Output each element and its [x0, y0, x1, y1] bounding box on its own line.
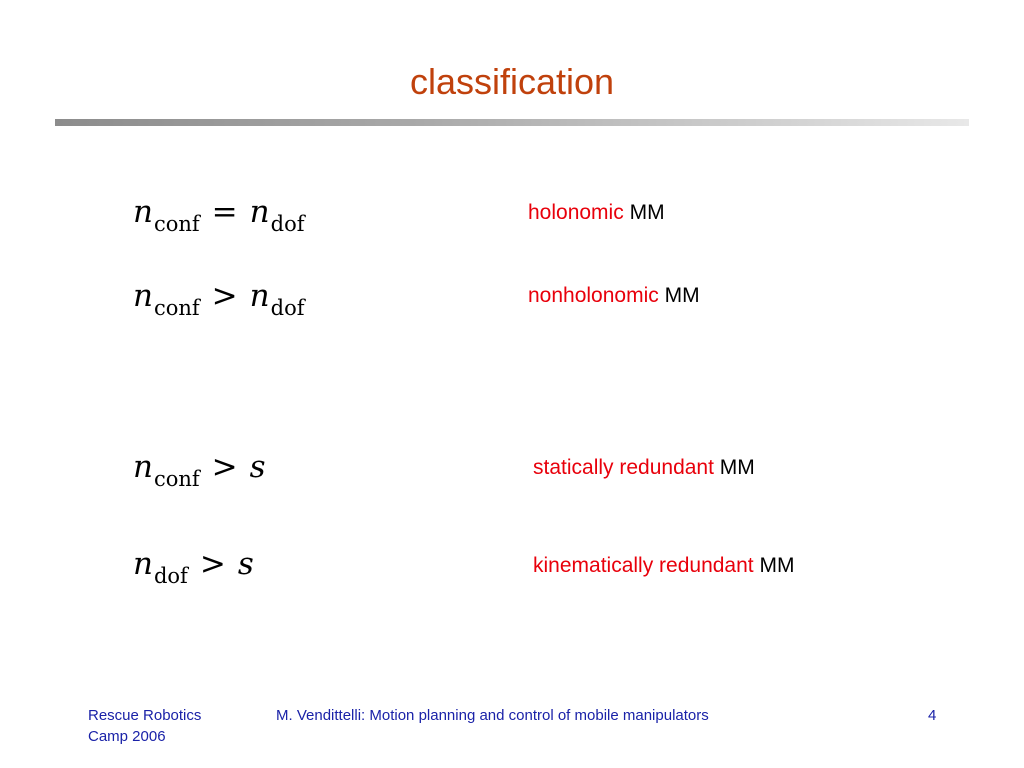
- formula-rhs-var: n: [249, 278, 270, 314]
- footer-left-line2: Camp 2006: [88, 728, 166, 745]
- page-number: 4: [928, 707, 937, 724]
- formula-lhs-var: n: [133, 194, 153, 230]
- label-suffix: MM: [759, 554, 795, 577]
- label-term: nonholonomic: [528, 284, 659, 307]
- formula-lhs-var: n: [133, 278, 153, 314]
- formula-lhs-subscript: conf: [153, 212, 200, 236]
- formula-lhs-subscript: conf: [153, 296, 200, 320]
- formula-rhs-var: s: [237, 546, 254, 582]
- label-term: holonomic: [528, 201, 624, 224]
- formula-rhs-var: n: [249, 194, 270, 230]
- label-term: statically redundant: [533, 456, 714, 479]
- footer-left: [88, 705, 201, 747]
- label-term: kinematically redundant: [533, 554, 754, 577]
- slide-title: classification: [409, 61, 615, 102]
- footer-left-line1: Rescue Robotics: [88, 707, 202, 724]
- formula-kinematically-redundant: [133, 544, 254, 587]
- label-kinematically-redundant: [533, 552, 794, 580]
- formula-holonomic: [133, 192, 304, 235]
- formula-lhs-subscript: conf: [153, 467, 200, 491]
- formula-statically-redundant: [133, 447, 266, 490]
- label-suffix: MM: [719, 456, 755, 479]
- formula-nonholonomic: [133, 276, 304, 319]
- label-suffix: MM: [664, 284, 700, 307]
- formula-lhs-var: n: [133, 546, 153, 582]
- formula-operator: >: [199, 546, 226, 582]
- formula-operator: =: [211, 194, 238, 230]
- formula-operator: >: [211, 278, 238, 314]
- label-holonomic: [528, 199, 665, 227]
- formula-lhs-var: n: [133, 449, 153, 485]
- formula-operator: >: [211, 449, 238, 485]
- formula-lhs-subscript: dof: [153, 564, 188, 588]
- footer-center: M. Vendittelli: Motion planning and control of mobile manipulators: [276, 707, 709, 724]
- label-nonholonomic: [528, 282, 700, 310]
- label-suffix: MM: [629, 201, 665, 224]
- title-divider: [55, 119, 969, 126]
- formula-rhs-subscript: dof: [270, 296, 305, 320]
- formula-rhs-subscript: dof: [270, 212, 305, 236]
- label-statically-redundant: [533, 454, 755, 482]
- formula-rhs-var: s: [249, 449, 266, 485]
